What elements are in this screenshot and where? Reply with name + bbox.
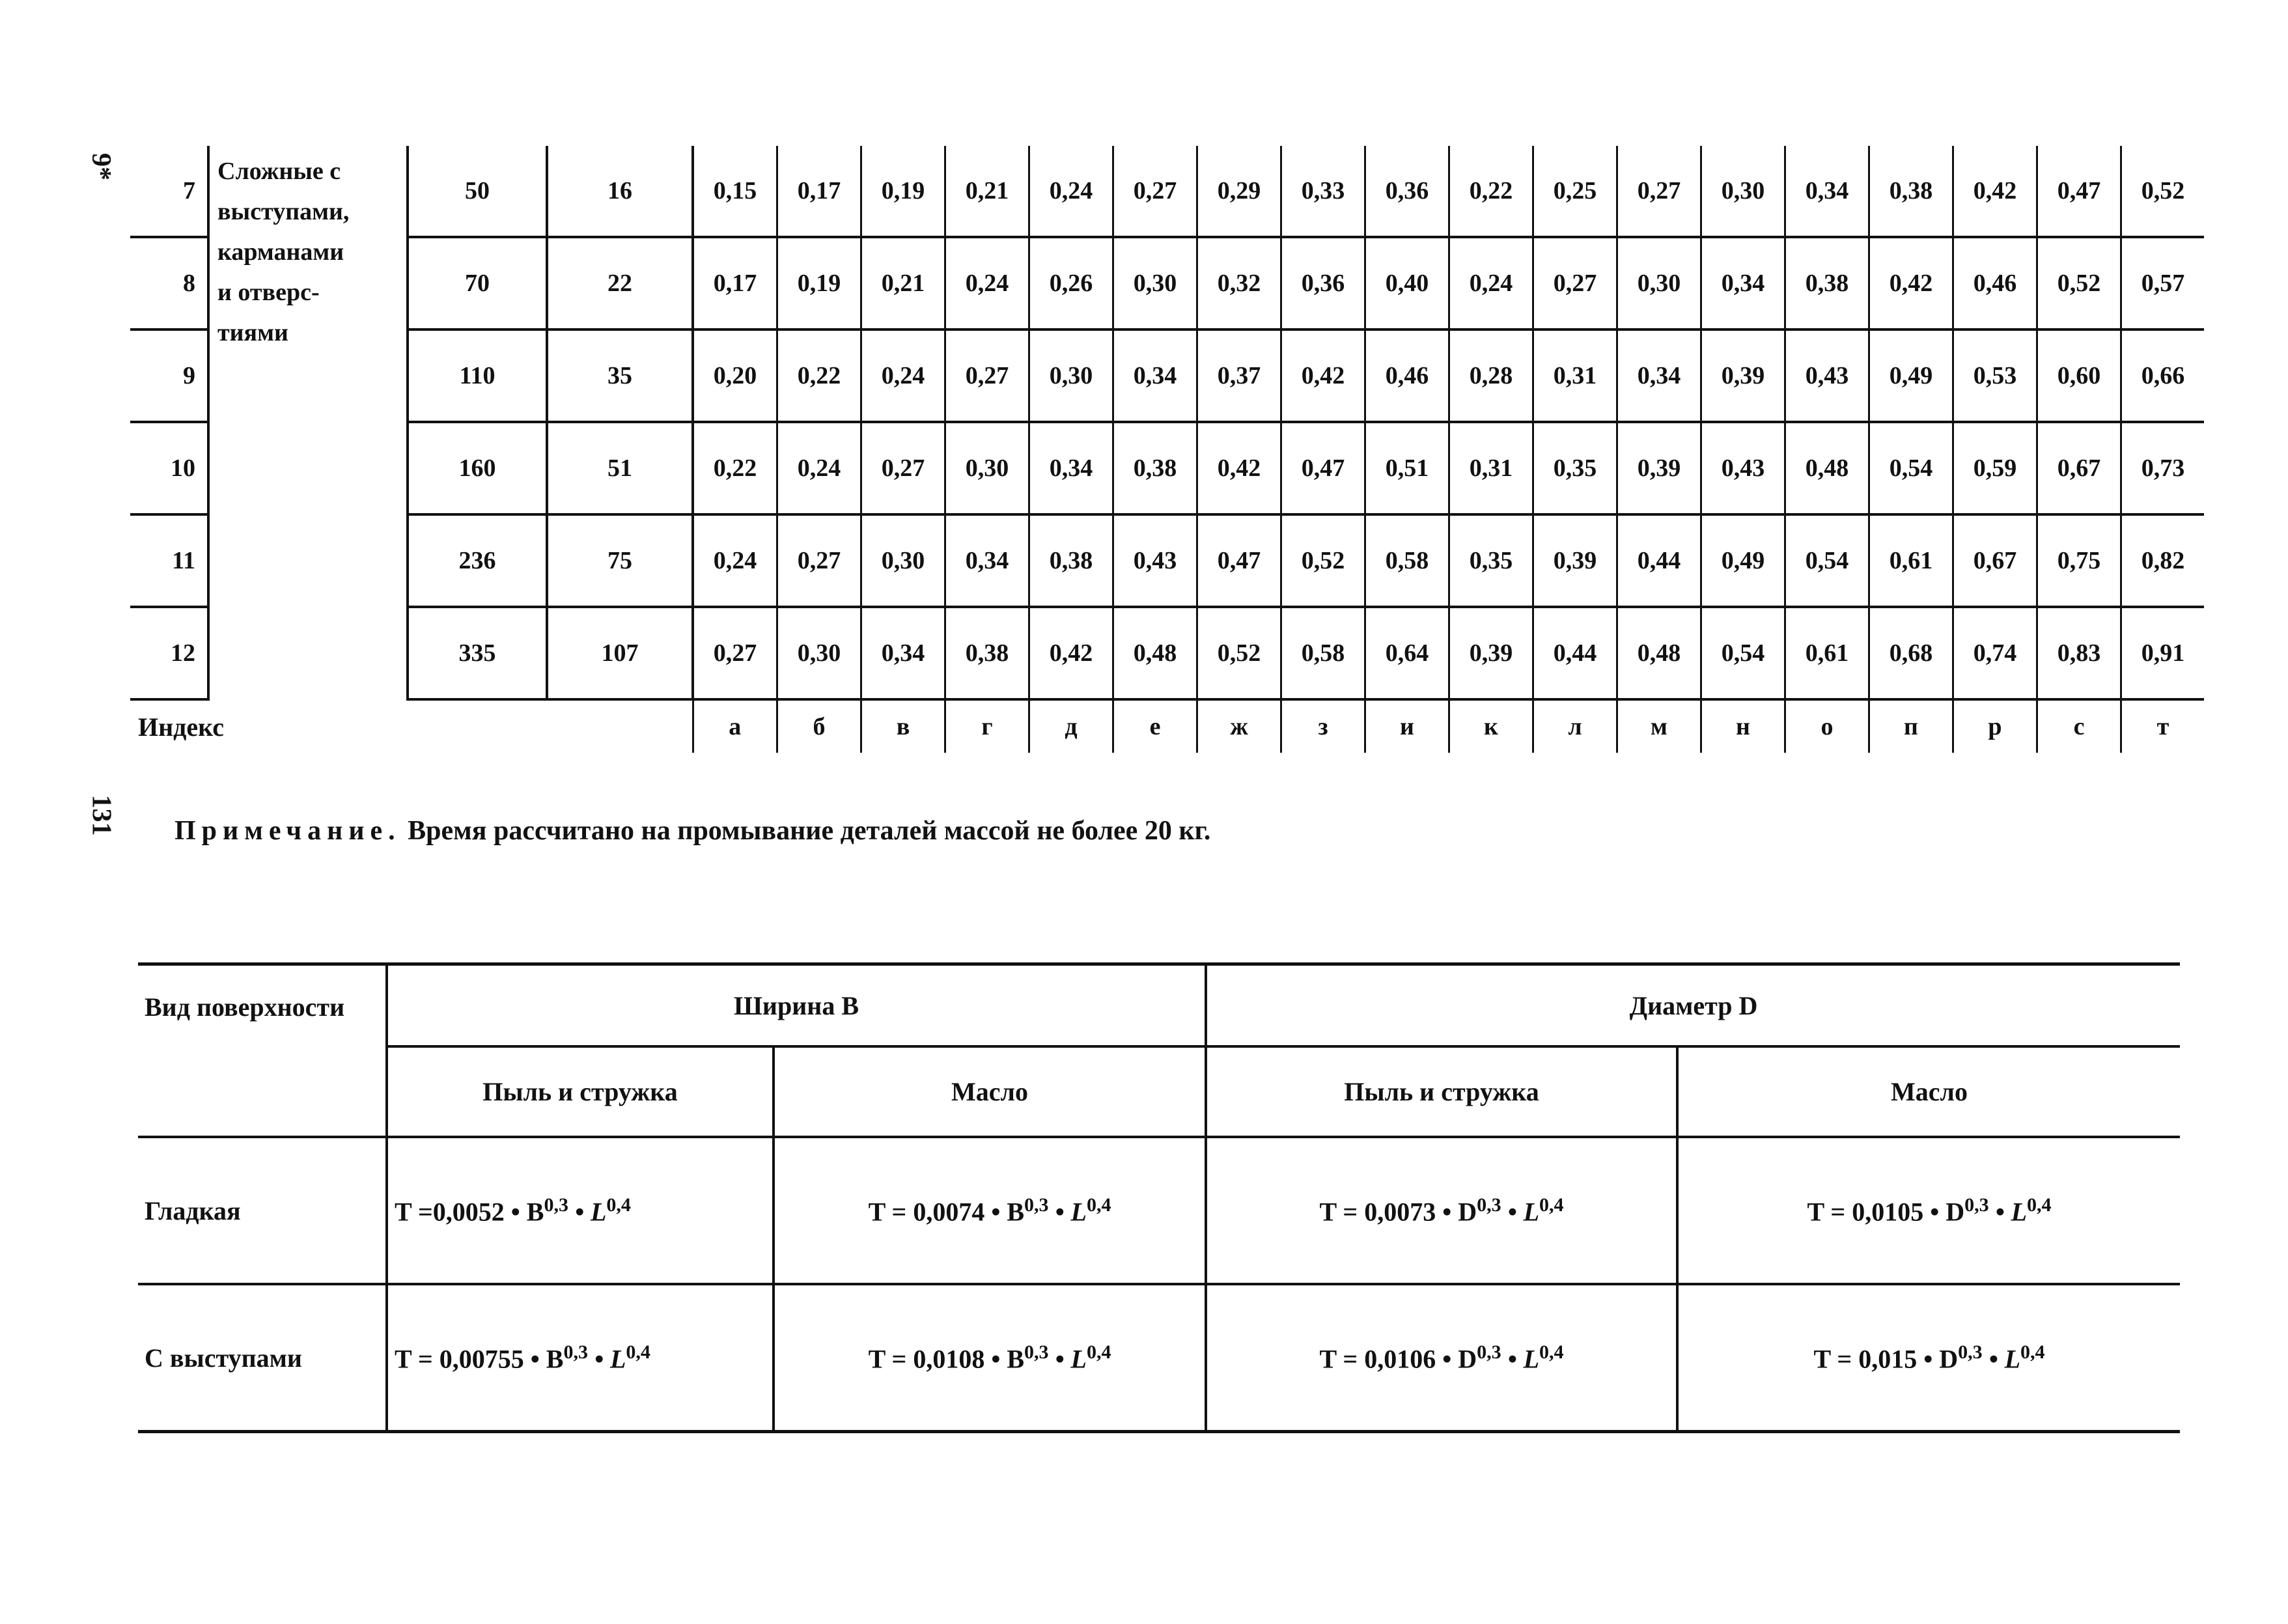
time-value-cell: 0,34	[1617, 329, 1701, 422]
index-letter: д	[1029, 699, 1113, 753]
time-value-cell: 0,24	[693, 514, 777, 607]
mass-cell: 50	[408, 146, 547, 237]
time-value-cell: 0,27	[777, 514, 861, 607]
time-value-cell: 0,27	[861, 422, 945, 514]
formula-exponent: 0,4	[2027, 1194, 2052, 1216]
time-value-cell: 0,17	[777, 146, 861, 237]
index-letter: в	[861, 699, 945, 753]
time-value-cell: 0,30	[1113, 237, 1197, 329]
mass-cell: 335	[408, 607, 547, 699]
time-value-cell: 0,35	[1533, 422, 1617, 514]
time-value-cell: 0,49	[1701, 514, 1785, 607]
time-value-cell: 0,24	[945, 237, 1029, 329]
table-row	[130, 514, 2204, 607]
time-value-cell: 0,61	[1785, 607, 1869, 699]
formula-mid: • L	[1982, 1344, 2021, 1374]
row-number: 8	[130, 237, 208, 329]
time-value-cell: 0,27	[1533, 237, 1617, 329]
index-letter: н	[1701, 699, 1785, 753]
formula	[869, 1194, 1111, 1227]
index-letter: о	[1785, 699, 1869, 753]
time-value-cell: 0,27	[693, 607, 777, 699]
index-label: Индекс	[138, 712, 224, 742]
formula-exponent: 0,3	[1964, 1194, 1989, 1216]
time-value-cell: 0,43	[1701, 422, 1785, 514]
time-values-table	[130, 146, 2204, 753]
time-value-cell: 0,30	[945, 422, 1029, 514]
time-value-cell: 0,59	[1953, 422, 2037, 514]
time-value-cell: 0,30	[1617, 237, 1701, 329]
index-letter: л	[1533, 699, 1617, 753]
time-value-cell: 0,19	[861, 146, 945, 237]
time-value-cell: 0,73	[2121, 422, 2205, 514]
time-value-cell: 0,29	[1197, 146, 1281, 237]
formula-exponent: 0,3	[1477, 1194, 1501, 1216]
time-value-cell: 0,24	[1029, 146, 1113, 237]
time-value-cell: 0,46	[1953, 237, 2037, 329]
formula-prefix: T = 0,0073 • D	[1319, 1197, 1477, 1227]
time-value-cell: 0,31	[1449, 422, 1533, 514]
note-text: Время рассчитано на промывание деталей массой не более 20 кг.	[408, 816, 1211, 846]
row-number: 7	[130, 146, 208, 237]
formula-mid: • L	[1048, 1197, 1087, 1227]
table-row	[130, 329, 2204, 422]
formula-exponent: 0,4	[2020, 1341, 2045, 1363]
table-row	[130, 237, 2204, 329]
index-letter: ж	[1197, 699, 1281, 753]
formula-cell	[387, 1284, 774, 1432]
index-letter: м	[1617, 699, 1701, 753]
formula-prefix: T = 0,00755 • B	[395, 1344, 564, 1374]
header-width-dust: Пыль и стружка	[387, 1046, 774, 1137]
formula-cell	[1677, 1284, 2180, 1432]
time-value-cell: 0,27	[1113, 146, 1197, 237]
time-value-cell: 0,35	[1449, 514, 1533, 607]
formula-mid: • L	[1501, 1197, 1540, 1227]
header-diameter-group: Диаметр D	[1629, 990, 1758, 1020]
mass-cell: 160	[408, 422, 547, 514]
formula-row	[138, 1284, 2180, 1432]
size-cell: 22	[547, 237, 693, 329]
mass-cell: 70	[408, 237, 547, 329]
time-value-cell: 0,34	[1785, 146, 1869, 237]
header-width-group: Ширина B	[387, 964, 1206, 1047]
part-description-line: выступами,	[217, 198, 350, 225]
time-value-cell: 0,15	[693, 146, 777, 237]
time-value-cell: 0,42	[1197, 422, 1281, 514]
formula-exponent: 0,3	[1024, 1341, 1049, 1363]
header-surface: Вид поверхности	[138, 964, 387, 1138]
formula-exponent: 0,4	[1086, 1194, 1111, 1216]
time-value-cell: 0,36	[1365, 146, 1449, 237]
time-value-cell: 0,21	[945, 146, 1029, 237]
time-value-cell: 0,66	[2121, 329, 2205, 422]
time-value-cell: 0,44	[1617, 514, 1701, 607]
time-value-cell: 0,42	[1281, 329, 1365, 422]
formula	[1319, 1194, 1563, 1227]
time-value-cell: 0,47	[2037, 146, 2121, 237]
time-value-cell: 0,22	[693, 422, 777, 514]
header-diameter-oil: Масло	[1677, 1046, 2180, 1137]
header-width-oil: Масло	[774, 1046, 1206, 1137]
index-letter: з	[1281, 699, 1365, 753]
time-value-cell: 0,30	[1029, 329, 1113, 422]
formula-exponent: 0,3	[1024, 1194, 1049, 1216]
time-value-cell: 0,26	[1029, 237, 1113, 329]
time-value-cell: 0,34	[1113, 329, 1197, 422]
time-value-cell: 0,43	[1113, 514, 1197, 607]
size-cell: 35	[547, 329, 693, 422]
index-letter: к	[1449, 699, 1533, 753]
time-value-cell: 0,52	[1281, 514, 1365, 607]
index-letter: б	[777, 699, 861, 753]
table-row	[130, 146, 2204, 237]
time-value-cell: 0,39	[1449, 607, 1533, 699]
formula-prefix: T =0,0052 • B	[395, 1197, 544, 1227]
time-value-cell: 0,68	[1869, 607, 1953, 699]
time-value-cell: 0,30	[777, 607, 861, 699]
formula-cell	[1206, 1137, 1677, 1284]
table-row	[130, 422, 2204, 514]
time-value-cell: 0,52	[1197, 607, 1281, 699]
time-value-cell: 0,27	[1617, 146, 1701, 237]
time-value-cell: 0,42	[1953, 146, 2037, 237]
time-value-cell: 0,47	[1197, 514, 1281, 607]
time-value-cell: 0,49	[1869, 329, 1953, 422]
time-value-cell: 0,58	[1281, 607, 1365, 699]
time-value-cell: 0,47	[1281, 422, 1365, 514]
row-number: 12	[130, 607, 208, 699]
time-value-cell: 0,37	[1197, 329, 1281, 422]
time-value-cell: 0,34	[861, 607, 945, 699]
time-value-cell: 0,36	[1281, 237, 1365, 329]
time-value-cell: 0,58	[1365, 514, 1449, 607]
time-value-cell: 0,38	[1785, 237, 1869, 329]
formula-mid: • L	[587, 1344, 626, 1374]
time-values-body	[130, 146, 2204, 753]
time-value-cell: 0,28	[1449, 329, 1533, 422]
row-number: 9	[130, 329, 208, 422]
time-value-cell: 0,21	[861, 237, 945, 329]
time-value-cell: 0,83	[2037, 607, 2121, 699]
formula-prefix: T = 0,015 • D	[1813, 1344, 1959, 1374]
part-description-line: тиями	[217, 319, 288, 346]
part-description-line: и отверс-	[217, 279, 320, 306]
time-value-cell: 0,64	[1365, 607, 1449, 699]
time-value-cell: 0,38	[1113, 422, 1197, 514]
page-number: 131	[86, 794, 117, 836]
time-value-cell: 0,19	[777, 237, 861, 329]
time-value-cell: 0,44	[1533, 607, 1617, 699]
time-value-cell: 0,38	[1029, 514, 1113, 607]
time-value-cell: 0,34	[1701, 237, 1785, 329]
formula-mid: • L	[1048, 1344, 1087, 1374]
time-value-cell: 0,34	[1029, 422, 1113, 514]
time-value-cell: 0,20	[693, 329, 777, 422]
time-value-cell: 0,48	[1113, 607, 1197, 699]
time-value-cell: 0,57	[2121, 237, 2205, 329]
time-value-cell: 0,39	[1533, 514, 1617, 607]
formula-prefix: T = 0,0106 • D	[1319, 1344, 1477, 1374]
formula-cell	[1206, 1284, 1677, 1432]
formula	[1319, 1341, 1563, 1374]
formula-mid: • L	[568, 1197, 607, 1227]
index-letter: с	[2037, 699, 2121, 753]
time-value-cell: 0,48	[1785, 422, 1869, 514]
time-value-cell: 0,60	[2037, 329, 2121, 422]
time-value-cell: 0,52	[2037, 237, 2121, 329]
formula-prefix: T = 0,0105 • D	[1807, 1197, 1965, 1227]
formula-exponent: 0,4	[1539, 1194, 1564, 1216]
time-value-cell: 0,40	[1365, 237, 1449, 329]
formula-exponent: 0,3	[563, 1341, 588, 1363]
time-value-cell: 0,22	[1449, 146, 1533, 237]
formula-exponent: 0,4	[1086, 1341, 1111, 1363]
time-value-cell: 0,32	[1197, 237, 1281, 329]
index-letter: р	[1953, 699, 2037, 753]
row-number: 10	[130, 422, 208, 514]
formula-cell	[774, 1137, 1206, 1284]
time-value-cell: 0,51	[1365, 422, 1449, 514]
time-value-cell: 0,42	[1029, 607, 1113, 699]
time-value-cell: 0,54	[1869, 422, 1953, 514]
header-diameter-dust: Пыль и стружка	[1206, 1046, 1677, 1137]
time-value-cell: 0,48	[1617, 607, 1701, 699]
time-value-cell: 0,39	[1617, 422, 1701, 514]
formula-mid: • L	[1501, 1344, 1540, 1374]
time-value-cell: 0,52	[2121, 146, 2205, 237]
time-value-cell: 0,74	[1953, 607, 2037, 699]
surface-type: Гладкая	[138, 1137, 387, 1284]
time-value-cell: 0,75	[2037, 514, 2121, 607]
note	[174, 815, 1210, 847]
formula-row	[138, 1137, 2180, 1284]
mass-cell: 236	[408, 514, 547, 607]
time-value-cell: 0,42	[1869, 237, 1953, 329]
time-value-cell: 0,38	[1869, 146, 1953, 237]
time-value-cell: 0,30	[1701, 146, 1785, 237]
size-cell: 16	[547, 146, 693, 237]
formula-prefix: T = 0,0108 • B	[868, 1344, 1024, 1374]
time-value-cell: 0,25	[1533, 146, 1617, 237]
note-label: Примечание.	[174, 816, 401, 846]
formula	[1807, 1194, 2051, 1227]
time-value-cell: 0,82	[2121, 514, 2205, 607]
time-value-cell: 0,27	[945, 329, 1029, 422]
formula-exponent: 0,3	[544, 1194, 568, 1216]
formula-cell	[774, 1284, 1206, 1432]
part-description-line: Сложные с	[217, 158, 341, 185]
time-value-cell: 0,22	[777, 329, 861, 422]
time-value-cell: 0,54	[1785, 514, 1869, 607]
formula-body	[138, 1137, 2180, 1432]
index-letter: а	[693, 699, 777, 753]
surface-type: С выступами	[138, 1284, 387, 1432]
formula	[869, 1341, 1111, 1374]
part-description	[208, 146, 408, 699]
formula-table	[138, 962, 2180, 1433]
time-value-cell: 0,91	[2121, 607, 2205, 699]
formula-exponent: 0,4	[606, 1194, 631, 1216]
time-value-cell: 0,53	[1953, 329, 2037, 422]
formula-prefix: T = 0,0074 • B	[868, 1197, 1024, 1227]
index-letter: и	[1365, 699, 1449, 753]
table-row	[130, 607, 2204, 699]
time-value-cell: 0,24	[1449, 237, 1533, 329]
time-value-cell: 0,46	[1365, 329, 1449, 422]
time-value-cell: 0,17	[693, 237, 777, 329]
formula-exponent: 0,4	[1539, 1341, 1564, 1363]
time-value-cell: 0,39	[1701, 329, 1785, 422]
time-value-cell: 0,31	[1533, 329, 1617, 422]
index-letter: п	[1869, 699, 1953, 753]
size-cell: 51	[547, 422, 693, 514]
time-value-cell: 0,67	[2037, 422, 2121, 514]
time-value-cell: 0,30	[861, 514, 945, 607]
index-letter: е	[1113, 699, 1197, 753]
formula-exponent: 0,4	[626, 1341, 650, 1363]
row-number: 11	[130, 514, 208, 607]
time-value-cell: 0,54	[1701, 607, 1785, 699]
formula	[395, 1341, 650, 1374]
sheet-mark: 9*	[86, 153, 116, 180]
index-letter: г	[945, 699, 1029, 753]
index-letter: т	[2156, 713, 2169, 740]
formula	[395, 1194, 631, 1227]
time-value-cell: 0,43	[1785, 329, 1869, 422]
size-cell: 107	[547, 607, 693, 699]
time-value-cell: 0,38	[945, 607, 1029, 699]
time-value-cell: 0,34	[945, 514, 1029, 607]
time-value-cell: 0,24	[861, 329, 945, 422]
size-cell: 75	[547, 514, 693, 607]
time-value-cell: 0,24	[777, 422, 861, 514]
formula-exponent: 0,3	[1477, 1341, 1501, 1363]
formula	[1813, 1341, 2044, 1374]
time-value-cell: 0,33	[1281, 146, 1365, 237]
mass-cell: 110	[408, 329, 547, 422]
time-value-cell: 0,61	[1869, 514, 1953, 607]
index-row	[130, 699, 2204, 753]
formula-exponent: 0,3	[1958, 1341, 1983, 1363]
part-description-line: карманами	[217, 238, 344, 266]
time-value-cell: 0,67	[1953, 514, 2037, 607]
formula-cell	[1677, 1137, 2180, 1284]
formula-cell	[387, 1137, 774, 1284]
formula-mid: • L	[1988, 1197, 2028, 1227]
